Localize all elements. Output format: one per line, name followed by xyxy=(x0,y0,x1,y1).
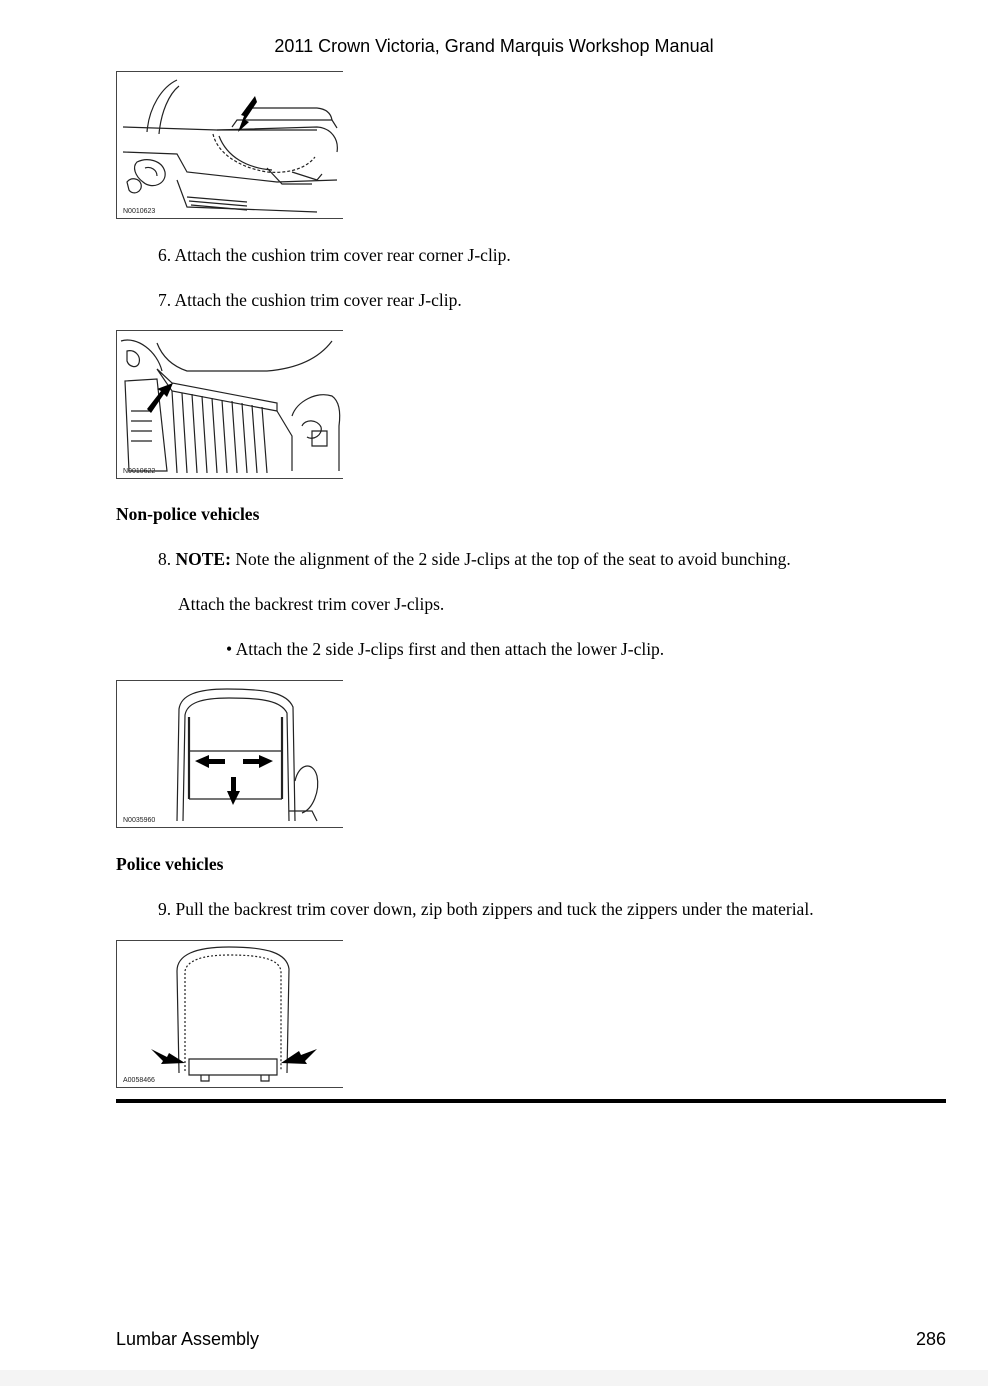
step-text: Attach the cushion trim cover rear corner J-clip. xyxy=(174,245,511,265)
step-number: 7. xyxy=(158,290,172,310)
illustration-backrest-front xyxy=(117,681,343,827)
figure-cushion-rear-jclip xyxy=(116,330,343,479)
step-text: Attach the cushion trim cover rear J-clip. xyxy=(174,290,462,310)
step-8-bullet xyxy=(226,639,664,660)
section-heading-police: Police vehicles xyxy=(116,854,224,874)
figure-id: N0035960 xyxy=(123,817,156,824)
arrow-left-zipper-icon xyxy=(151,1049,185,1064)
arrow-left-icon xyxy=(195,755,225,768)
bullet-text: Attach the 2 side J-clips first and then attach the lower J-clip. xyxy=(235,639,665,659)
footer-section-title: Lumbar Assembly xyxy=(116,1329,260,1349)
section-heading-non-police: Non-police vehicles xyxy=(116,504,260,524)
arrow-down-icon xyxy=(227,777,240,805)
bullet-icon: • xyxy=(226,639,233,659)
figure-backrest-jclips xyxy=(116,680,343,828)
figure-cushion-corner-jclip xyxy=(116,71,343,219)
illustration-backrest-rear xyxy=(117,941,343,1087)
step-text: Pull the backrest trim cover down, zip both zippers and tuck the zippers under the material. xyxy=(175,899,814,919)
step-7 xyxy=(158,290,462,311)
step-8 xyxy=(158,549,791,570)
figure-id: N0010623 xyxy=(123,208,156,215)
step-number: 6. xyxy=(158,245,172,265)
illustration-seat-cushion-corner xyxy=(117,72,343,218)
figure-backrest-zippers xyxy=(116,940,343,1088)
arrow-icon xyxy=(238,96,257,132)
step-8-instruction: Attach the backrest trim cover J-clips. xyxy=(178,594,445,614)
page-bottom-gutter xyxy=(0,1370,988,1386)
section-divider xyxy=(116,1099,946,1103)
step-9 xyxy=(158,899,814,920)
figure-id: N0010622 xyxy=(123,468,156,475)
step-number: 9. xyxy=(158,899,172,919)
page-header-title: 2011 Crown Victoria, Grand Marquis Workshop Manual xyxy=(274,36,714,56)
arrow-right-icon xyxy=(243,755,273,768)
arrow-right-zipper-icon xyxy=(281,1049,317,1064)
figure-id: A0058466 xyxy=(123,1077,155,1084)
note-label: NOTE: xyxy=(175,549,231,569)
footer-page-number: 286 xyxy=(915,1329,946,1349)
note-text: Note the alignment of the 2 side J-clips at the top of the seat to avoid bunching. xyxy=(235,549,791,569)
step-number: 8. xyxy=(158,549,172,569)
illustration-seat-cushion-rear xyxy=(117,331,343,478)
step-6 xyxy=(158,245,511,266)
